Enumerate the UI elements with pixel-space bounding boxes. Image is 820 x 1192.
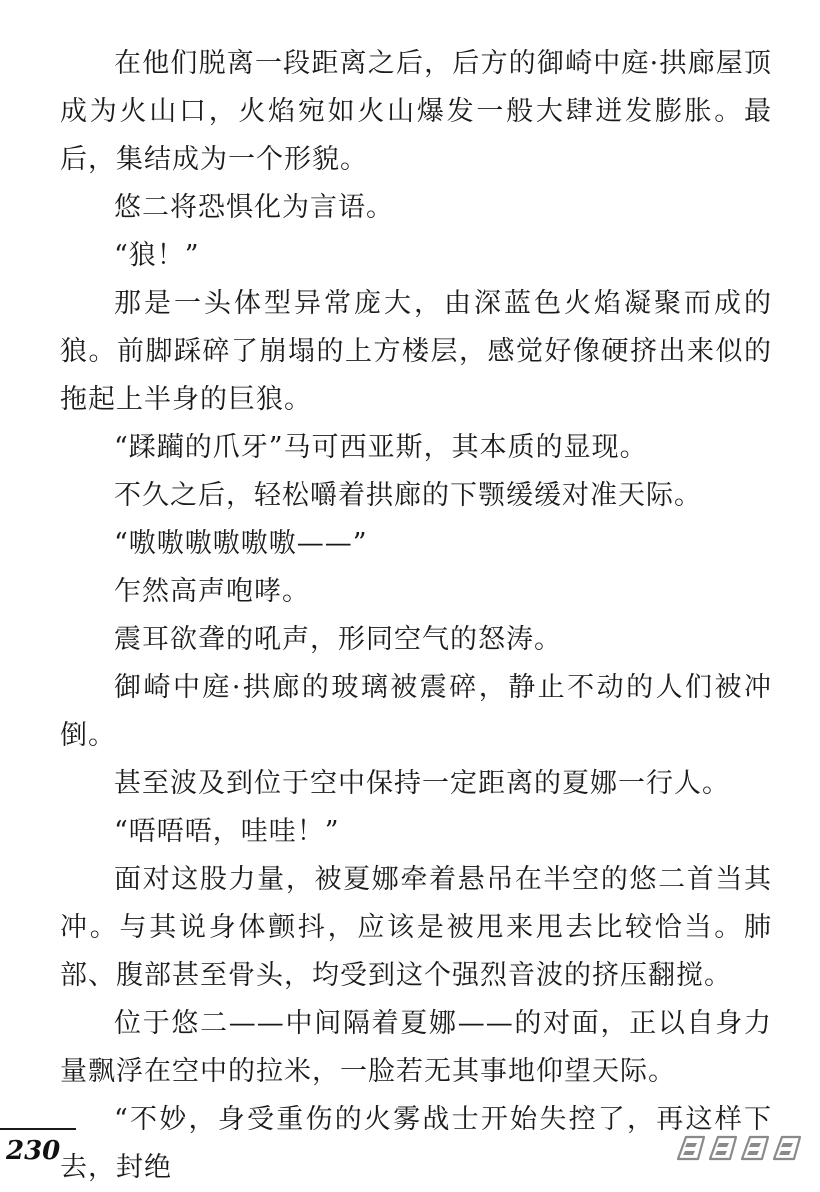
watermark-logo [674, 1133, 806, 1163]
paragraph: 悠二将恐惧化为言语。 [114, 192, 394, 223]
paragraph: 面对这股力量，被夏娜牵着悬吊在半空的悠二首当其冲。与其说身体颤抖，应该是被甩来甩去比较恰当。肺部、腹部甚至骨头，均受到这个强烈音波的挤压翻搅。 [60, 864, 772, 991]
paragraph: “蹂躏的爪牙”马可西亚斯，其本质的显现。 [114, 432, 648, 463]
paragraph: “唔唔唔，哇哇！” [114, 816, 340, 847]
paragraph: 震耳欲聋的吼声，形同空气的怒涛。 [114, 624, 562, 655]
page-number: 230 [6, 1136, 61, 1166]
paragraph: 在他们脱离一段距离之后，后方的御崎中庭·拱廊屋顶成为火山口，火焰宛如火山爆发一般大肆迸发膨胀。最后，集结成为一个形貌。 [60, 48, 772, 175]
footer-rule [0, 1128, 76, 1130]
paragraph: 位于悠二——中间隔着夏娜——的对面，正以自身力量飘浮在空中的拉米，一脸若无其事地仰望天际。 [60, 1008, 772, 1087]
paragraph: 乍然高声咆哮。 [114, 576, 310, 607]
paragraph: 御崎中庭·拱廊的玻璃被震碎，静止不动的人们被冲倒。 [60, 672, 772, 751]
paragraph: 甚至波及到位于空中保持一定距离的夏娜一行人。 [114, 768, 730, 799]
paragraph: “嗷嗷嗷嗷嗷嗷——” [114, 528, 368, 559]
paragraph: 那是一头体型异常庞大，由深蓝色火焰凝聚而成的狼。前脚踩碎了崩塌的上方楼层，感觉好像硬挤出来似的拖起上半身的巨狼。 [60, 288, 772, 415]
paragraph: “不妙，身受重伤的火雾战士开始失控了，再这样下去，封绝 [60, 1104, 772, 1183]
paragraph: “狼！” [114, 240, 200, 271]
paragraph: 不久之后，轻松嚼着拱廊的下颚缓缓对准天际。 [114, 480, 702, 511]
body-text [60, 40, 772, 1192]
